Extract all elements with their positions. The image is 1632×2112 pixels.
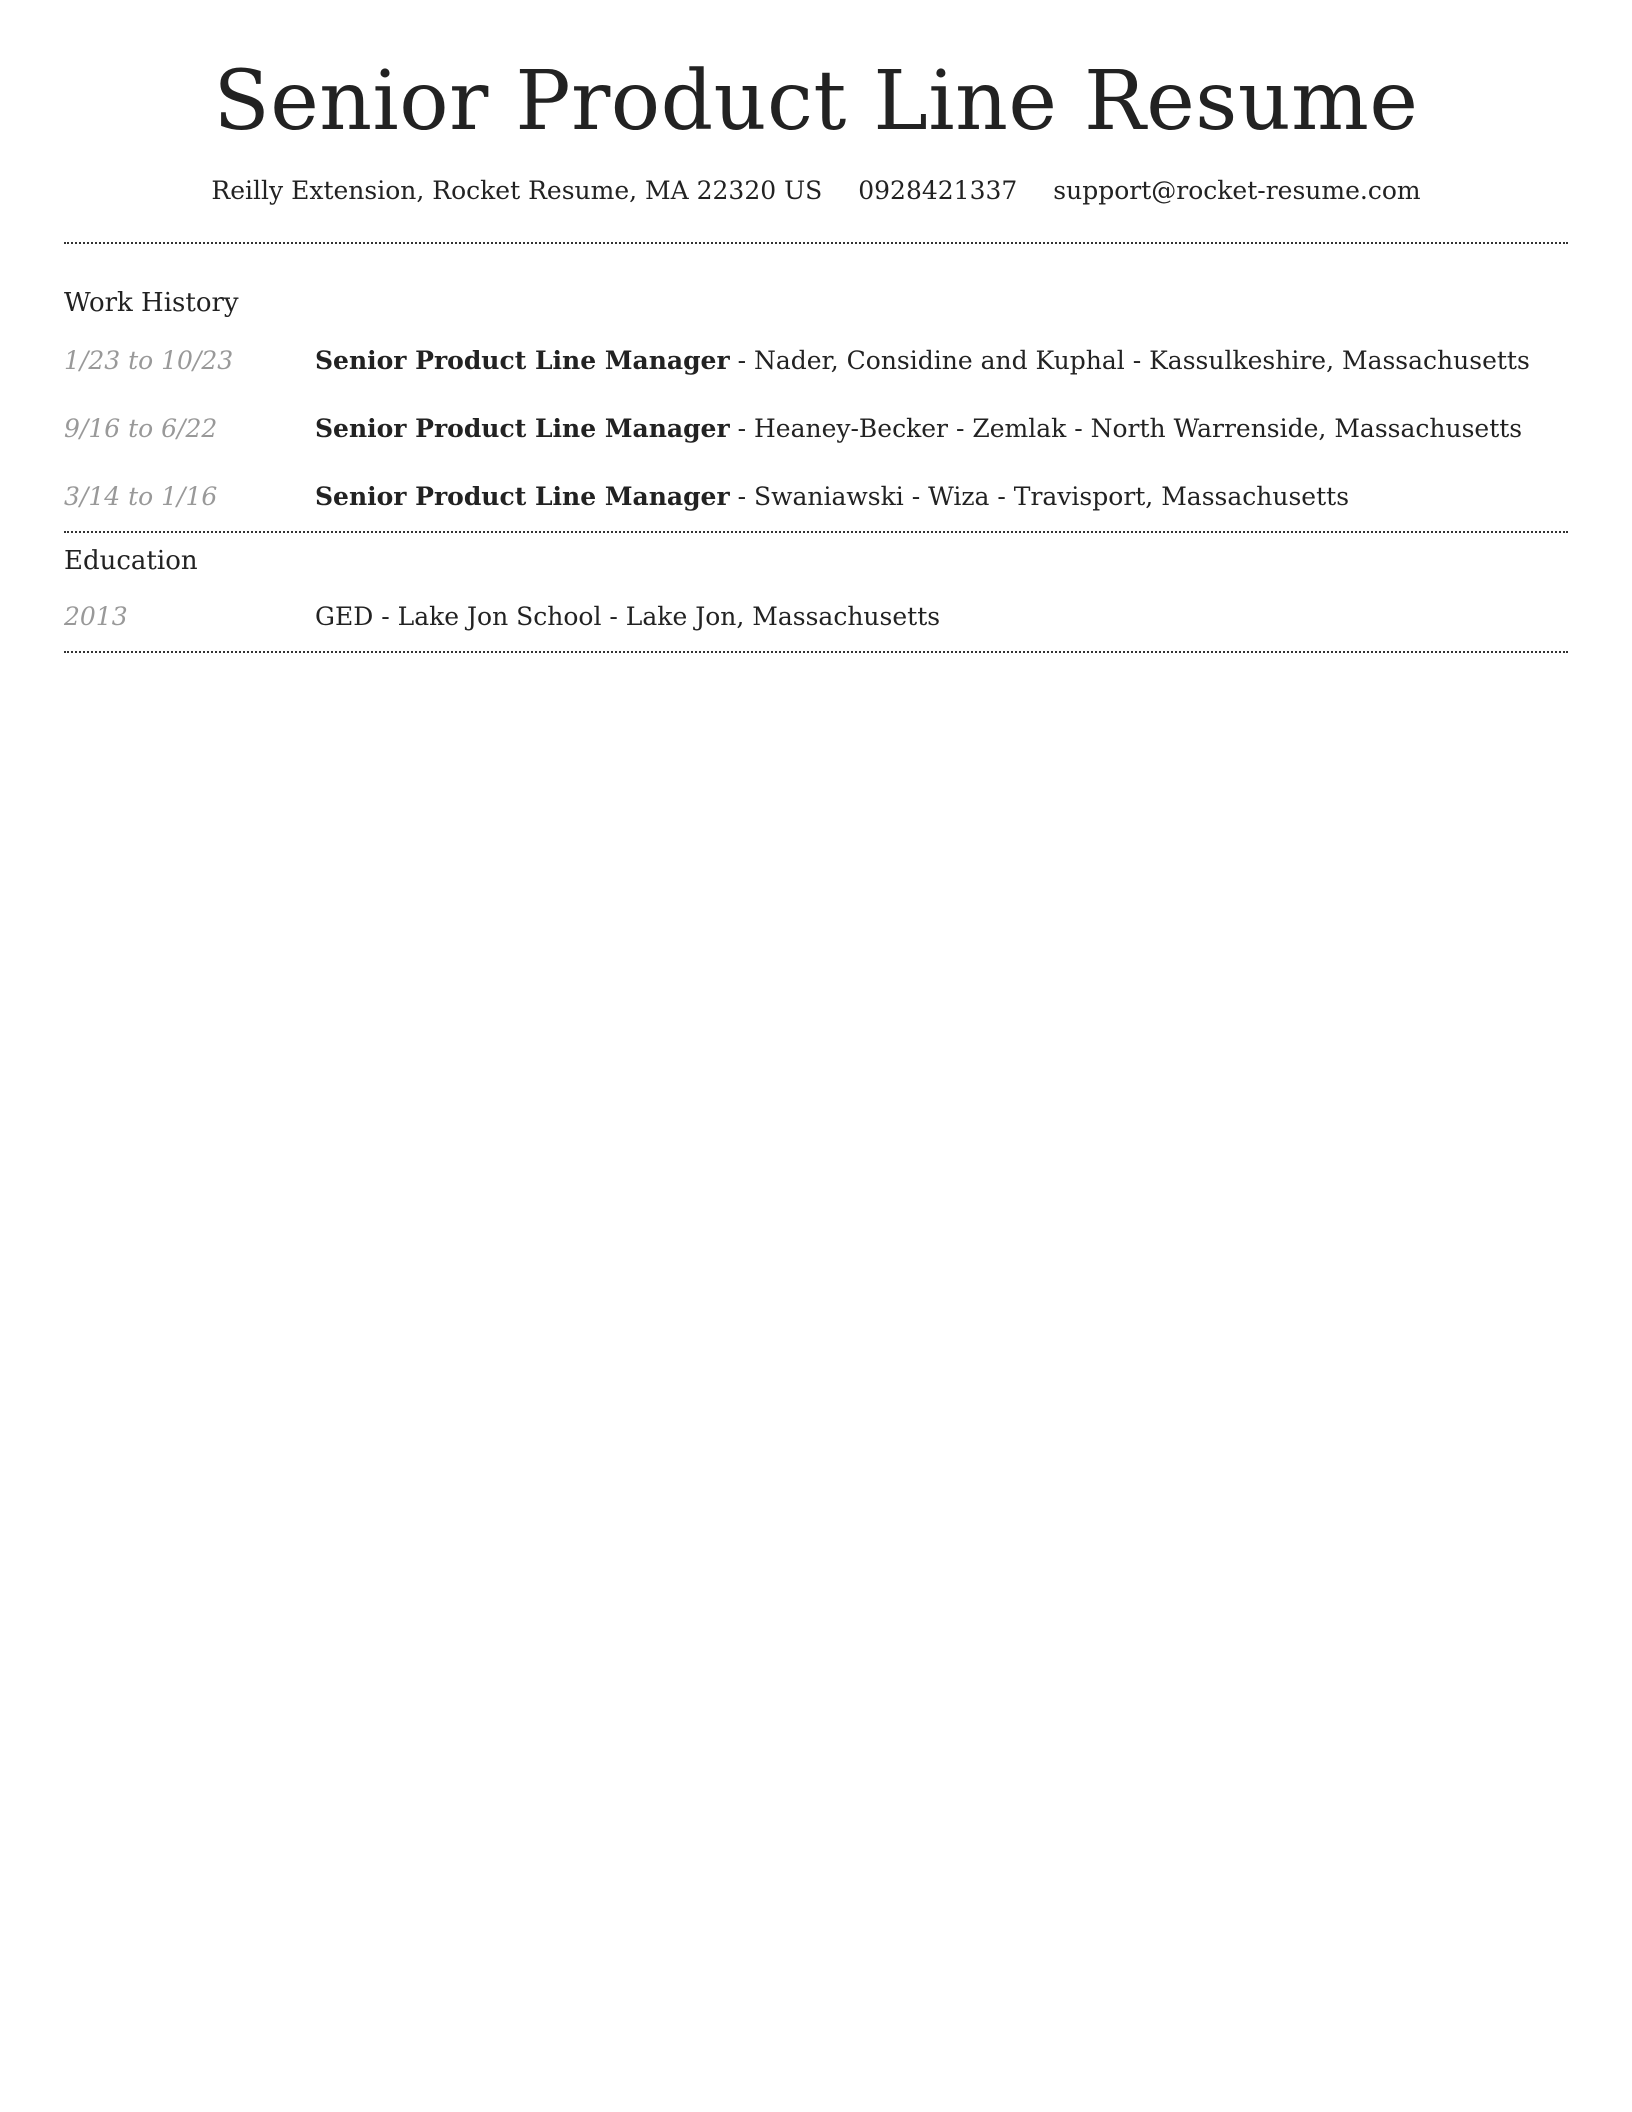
education-date: 2013 bbox=[64, 602, 128, 631]
education-description: GED - Lake Jon School - Lake Jon, Massachusetts bbox=[315, 602, 941, 631]
contact-phone: 0928421337 bbox=[858, 176, 1018, 205]
section-divider bbox=[64, 531, 1568, 533]
work-history-description bbox=[315, 480, 1349, 514]
work-history-section bbox=[64, 286, 1568, 514]
contact-address: Reilly Extension, Rocket Resume, MA 22320 US bbox=[211, 176, 823, 205]
resume-title: Senior Product Line Resume bbox=[213, 54, 1419, 149]
work-history-details: - Heaney-Becker - Zemlak - North Warrenside, Massachusetts bbox=[729, 414, 1523, 443]
header-divider bbox=[64, 242, 1568, 244]
footer-divider bbox=[64, 651, 1568, 653]
work-history-description bbox=[315, 412, 1522, 446]
work-history-description bbox=[315, 344, 1530, 378]
work-history-role: Senior Product Line Manager bbox=[315, 482, 730, 511]
work-history-entry bbox=[64, 344, 1568, 378]
contact-line bbox=[64, 174, 1568, 208]
work-history-heading: Work History bbox=[64, 288, 239, 318]
work-history-details: - Swaniawski - Wiza - Travisport, Massachusetts bbox=[729, 482, 1350, 511]
work-history-entry bbox=[64, 480, 1568, 514]
work-history-role: Senior Product Line Manager bbox=[315, 346, 730, 375]
education-section bbox=[64, 544, 1568, 634]
education-heading: Education bbox=[64, 546, 198, 576]
work-history-details: - Nader, Considine and Kuphal - Kassulkeshire, Massachusetts bbox=[729, 346, 1530, 375]
work-history-role: Senior Product Line Manager bbox=[315, 414, 730, 443]
work-history-date: 9/16 to 6/22 bbox=[64, 414, 218, 443]
work-history-date: 1/23 to 10/23 bbox=[64, 346, 234, 375]
work-history-date: 3/14 to 1/16 bbox=[64, 482, 218, 511]
work-history-entry bbox=[64, 412, 1568, 446]
contact-email: support@rocket-resume.com bbox=[1053, 176, 1421, 205]
education-entry bbox=[64, 600, 1568, 634]
